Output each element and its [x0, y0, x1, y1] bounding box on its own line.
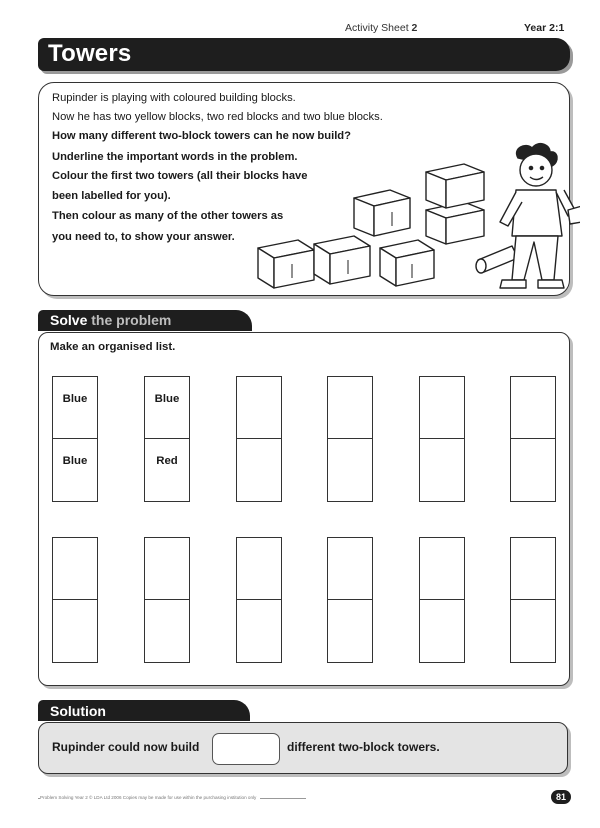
tower[interactable] — [327, 537, 373, 663]
tower-block-top[interactable] — [237, 538, 281, 600]
problem-text-line: Rupinder is playing with coloured building blocks. — [52, 92, 296, 104]
answer-field[interactable] — [212, 733, 280, 765]
tower[interactable] — [236, 537, 282, 663]
tower-block-bottom[interactable] — [511, 600, 555, 662]
tower-block-top[interactable] — [237, 377, 281, 439]
cube-icon — [314, 236, 370, 284]
tower-block-top[interactable] — [145, 538, 189, 600]
solution-text-before: Rupinder could now build — [52, 740, 200, 754]
tower-block-bottom[interactable] — [328, 600, 372, 662]
instruction-line: you need to, to show your answer. — [52, 231, 235, 243]
tower[interactable] — [52, 376, 98, 502]
page-number: 81 — [551, 790, 571, 804]
instruction-line: Colour the first two towers (all their blocks have — [52, 170, 308, 182]
tower[interactable] — [236, 376, 282, 502]
activity-sheet-label: Activity Sheet 2 — [345, 22, 418, 34]
tower[interactable] — [510, 376, 556, 502]
tower-block-top[interactable] — [328, 538, 372, 600]
tower-block-bottom[interactable] — [328, 439, 372, 501]
tower-block-top[interactable] — [511, 377, 555, 439]
boy-icon — [500, 144, 580, 288]
tower[interactable] — [327, 376, 373, 502]
tower-block-bottom[interactable] — [53, 600, 97, 662]
footer-copyright: Problem Solving Year 2 © LDA Ltd 2006 Copies may be made for use within the purchasing institution only — [40, 795, 260, 800]
tower-block-top[interactable] — [511, 538, 555, 600]
tower-block-bottom[interactable] — [237, 600, 281, 662]
tower[interactable] — [419, 537, 465, 663]
tower-block-bottom[interactable] — [237, 439, 281, 501]
solve-box — [38, 332, 570, 686]
tower-block-bottom[interactable] — [145, 600, 189, 662]
tower-block-bottom[interactable]: Blue — [62, 455, 88, 467]
cube-icon — [426, 164, 484, 208]
tower-block-top[interactable] — [53, 538, 97, 600]
problem-text-line: Now he has two yellow blocks, two red blocks and two blue blocks. — [52, 111, 383, 123]
cylinder-block-icon — [476, 246, 518, 273]
tower[interactable] — [52, 537, 98, 663]
cube-icon — [354, 190, 410, 236]
solve-tab-label: Solve the problem — [50, 312, 172, 328]
tower-block-bottom[interactable] — [511, 439, 555, 501]
solution-text-after: different two-block towers. — [287, 740, 440, 754]
tower-block-bottom[interactable] — [420, 600, 464, 662]
tower[interactable] — [144, 537, 190, 663]
problem-question: How many different two-block towers can he now build? — [52, 130, 351, 142]
tower[interactable] — [510, 537, 556, 663]
tower-block-top[interactable]: Blue — [145, 377, 189, 439]
year-label: Year 2:1 — [524, 22, 565, 34]
cube-icon — [380, 240, 434, 286]
tower-block-bottom[interactable]: Red — [156, 455, 178, 467]
tower[interactable] — [419, 376, 465, 502]
list-instruction: Make an organised list. — [50, 341, 176, 353]
instruction-line: been labelled for you). — [52, 190, 171, 202]
tower-block-bottom[interactable] — [420, 439, 464, 501]
tower-block-top[interactable] — [420, 538, 464, 600]
instruction-line: Underline the important words in the problem. — [52, 151, 298, 163]
page-title: Towers — [48, 40, 132, 67]
tower-block-top[interactable] — [420, 377, 464, 439]
cube-icon — [258, 240, 314, 288]
tower[interactable] — [144, 376, 190, 502]
boy-with-blocks-illustration — [250, 140, 580, 292]
solution-tab-label: Solution — [50, 703, 106, 719]
tower-block-top[interactable] — [328, 377, 372, 439]
tower-block-top[interactable]: Blue — [53, 377, 97, 439]
cube-icon — [426, 202, 484, 244]
instruction-line: Then colour as many of the other towers as — [52, 210, 284, 222]
